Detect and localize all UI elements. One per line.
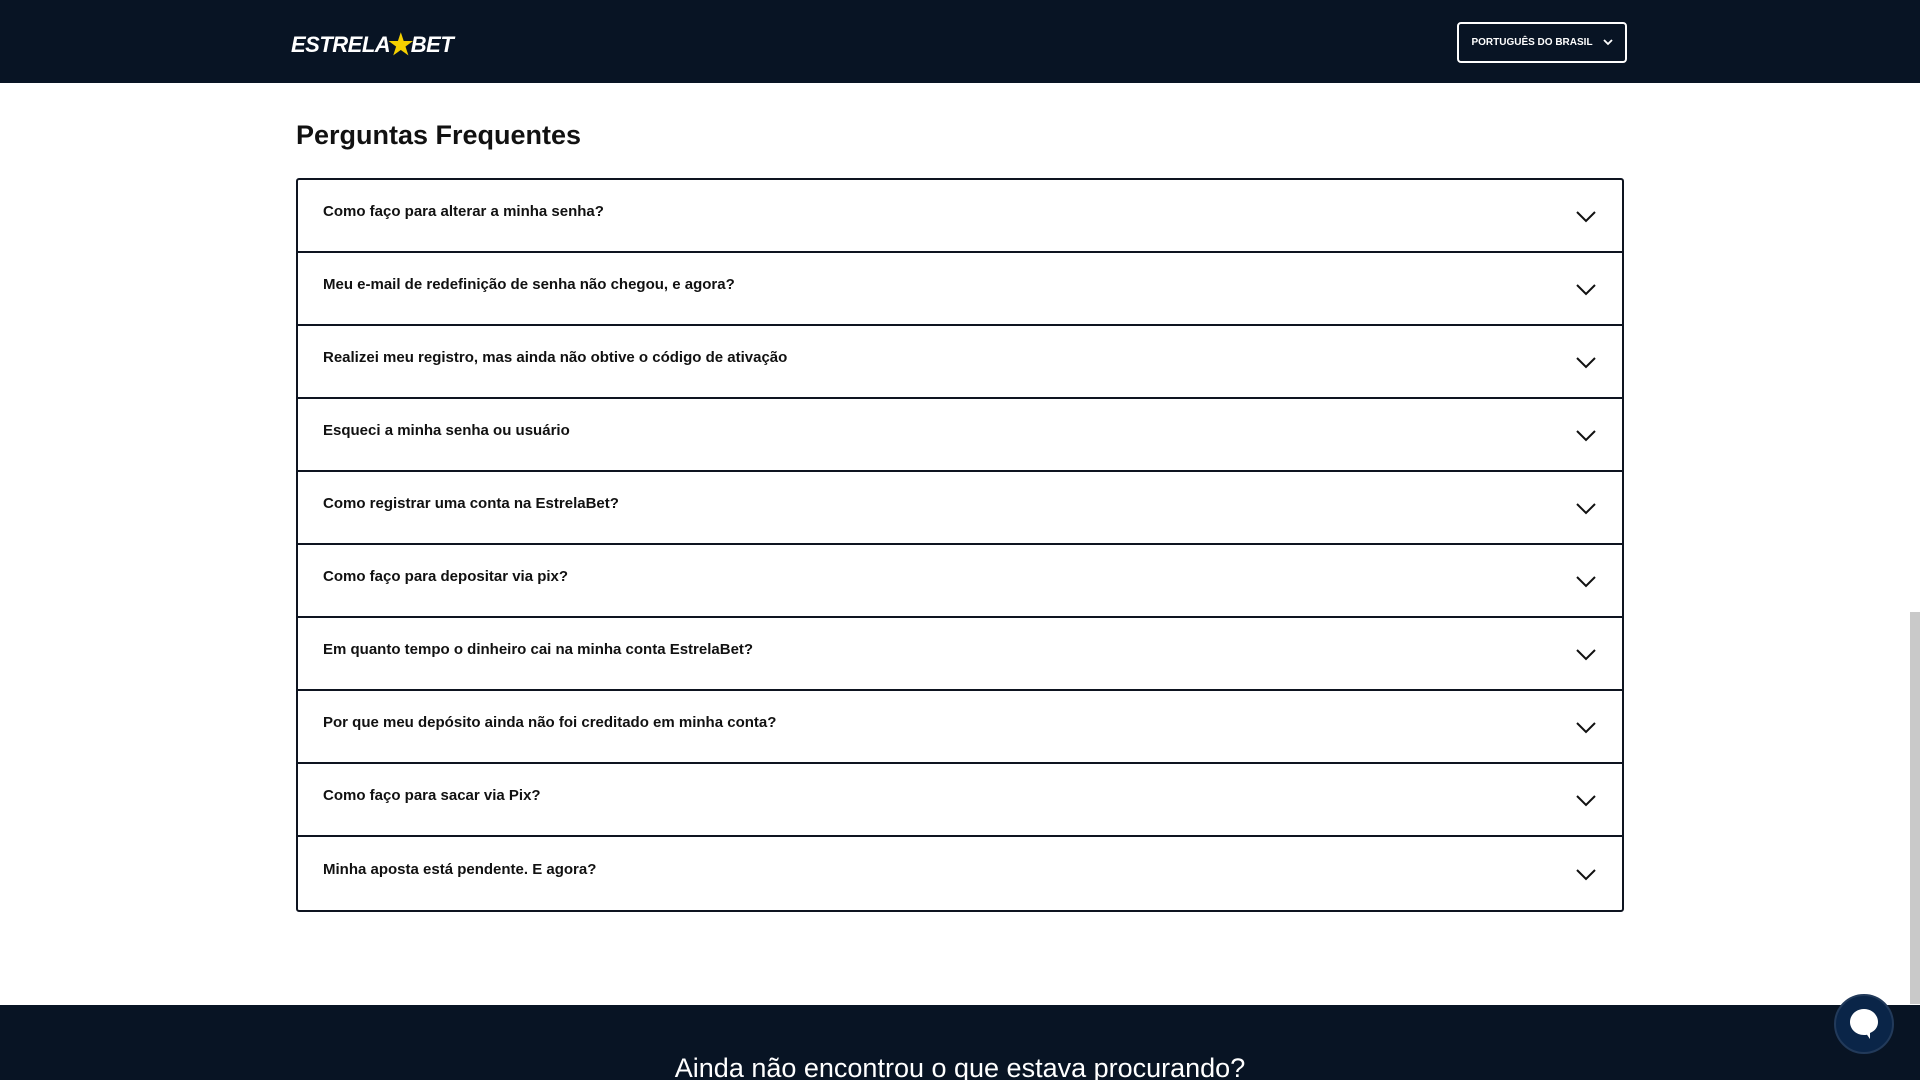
chevron-down-icon [1575,647,1597,661]
chevron-down-icon [1575,209,1597,223]
chat-bubble-icon [1848,1007,1880,1041]
estrelabet-logo[interactable]: ESTRELA ★ BET [291,29,454,60]
faq-question: Como faço para depositar via pix? [323,568,569,585]
faq-item[interactable] [298,837,1622,910]
chevron-down-icon [1575,428,1597,442]
chevron-down-icon [1575,282,1597,296]
faq-question: Minha aposta está pendente. E agora? [323,861,597,878]
faq-question: Como faço para alterar a minha senha? [323,203,604,220]
faq-item[interactable] [298,180,1622,253]
faq-item[interactable] [298,399,1622,472]
faq-question: Em quanto tempo o dinheiro cai na minha conta EstrelaBet? [323,641,754,658]
language-label: PORTUGUÊS DO BRASIL [1471,37,1593,48]
chevron-down-icon [1575,720,1597,734]
faq-question: Esqueci a minha senha ou usuário [323,422,570,439]
faq-item[interactable] [298,472,1622,545]
faq-item[interactable] [298,764,1622,837]
faq-question: Por que meu depósito ainda não foi creditado em minha conta? [323,714,777,731]
faq-question: Como registrar uma conta na EstrelaBet? [323,495,619,512]
chevron-down-icon [1603,39,1613,46]
faq-question: Meu e-mail de redefinição de senha não chegou, e agora? [323,276,735,293]
footer-heading: Ainda não encontrou o que estava procurando? [674,1053,1246,1083]
faq-item[interactable] [298,253,1622,326]
language-selector[interactable] [1457,22,1627,63]
star-icon: ★ [388,29,413,60]
faq-accordion [296,178,1624,912]
faq-item[interactable] [298,618,1622,691]
header [0,0,1920,83]
scrollbar[interactable] [1910,612,1920,1004]
faq-item[interactable] [298,545,1622,618]
faq-item[interactable] [298,326,1622,399]
faq-question: Como faço para sacar via Pix? [323,787,541,804]
chat-button[interactable] [1834,994,1894,1054]
footer [0,1005,1920,1083]
chevron-down-icon [1575,793,1597,807]
page-title: Perguntas Frequentes [296,120,582,150]
chevron-down-icon [1575,867,1597,881]
faq-item[interactable] [298,691,1622,764]
chevron-down-icon [1575,501,1597,515]
faq-question: Realizei meu registro, mas ainda não obtive o código de ativação [323,349,788,366]
chevron-down-icon [1575,574,1597,588]
chevron-down-icon [1575,355,1597,369]
